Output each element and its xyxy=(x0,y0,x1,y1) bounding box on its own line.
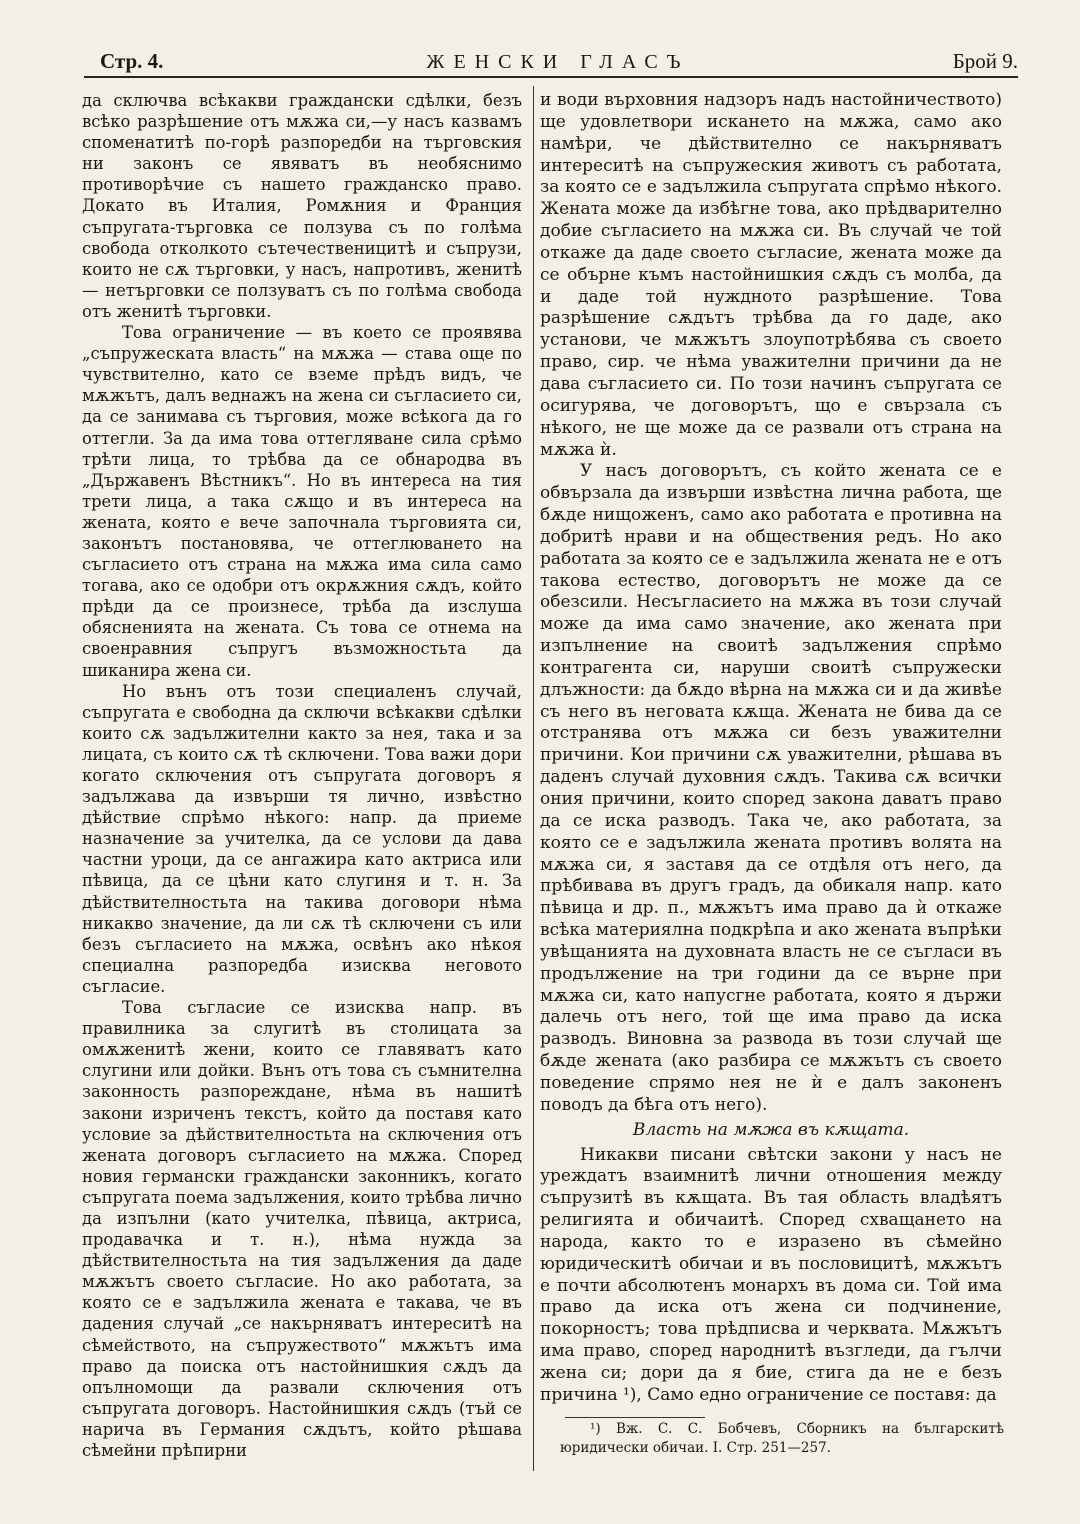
header-rule xyxy=(84,76,1018,78)
newspaper-title: ЖЕНСКИ ГЛАСЪ xyxy=(426,51,690,73)
left-paragraph-3: Но вънъ отъ този специаленъ случай, съпругата е свободна да сключи всѣкакви сдѣлки които сѫ задължителни както за нея, така и за лицата, съ които сѫ тѣ сключени. Това важи дори когато сключения отъ съпругата договоръ я задължава да извърши тя лично, извѣстно дѣйствие спрѣмо нѣкого: напр. да приеме назначение за учителка, да се услови да дава частни уроци, да се ангажира като актриса или пѣвица, да се цѣни като слугиня и т. н. За дѣйствителностьта на такива договори нѣма никакво значение, да ли сѫ тѣ сключени съ или безъ съгласието на мѫжа, освѣнъ ако нѣкоя специална разпоредба изисква неговото съгласие. xyxy=(82,681,522,996)
section-subheading: Власть на мѫжа въ кѫщата. xyxy=(632,1119,910,1140)
left-paragraph-1: да сключва всѣкакви граждански сдѣлки, безъ всѣко разрѣшение отъ мѫжа си,—у насъ казвамъ споменатитѣ по-горѣ разпоредби на търговския ни законъ се явяватъ въ необяснимо противорѣчие съ нашето гражданско право. Докато въ Италия, Ромѫния и Франция съпругата-търговка се ползува съ по голѣма свобода отколкото сътечественицитѣ и съпрузи, които не сѫ търговки, у насъ, напротивъ, женитѣ — нетърговки се ползуватъ съ по голѣма свобода отъ женитѣ търговки. xyxy=(82,91,522,321)
left-paragraph-2: Това ограничение — въ което се проявява „съпружеската власть“ на мѫжа — става още по чувствително, като се вземе прѣдъ видъ, че мѫжътъ, далъ веднажъ на жена си съгласието си, да се занимава съ търговия, може всѣкога да го оттегли. За да има това оттегляване сила срѣмо трѣти лица, то трѣбва да се обнародва въ „Държавенъ Вѣстникъ“. Но въ интереса на тия трети лица, а така сѫщо и въ интереса на жената, която е вече започнала търговията си, законътъ постановява, че оттеглюването на съгласието отъ страна на мѫжа има сила само тогава, ако се одобри отъ окрѫжния сѫдъ, който прѣди да се произнесе, трѣба да изслуша обясненията на жената. Съ това се отнема на своенравния съпругъ възможностьта да шиканира жена си. xyxy=(82,323,522,680)
left-paragraph-4: Това съгласие се изисква напр. въ правилника за слугитѣ въ столицата за омѫженитѣ жени, които се главяватъ като слугини или дойки. Вънъ отъ това съ съмнителна законность разпореждане, нѣма въ нашитѣ закони изриченъ текстъ, който да поставя като условие за дѣйствителностьта на сключения отъ жената договоръ съгласието на мѫжа. Според новия германски граждански законникъ, когато съпругата поема задължения, които трѣбва лично да изпълни (като учителка, пѣвица, актриса, продавачка и т. н.), нѣма нужда за дѣйствителностьта на тия задължения да даде мѫжътъ своето съгласие. Но ако работата, за която се е задължила жената е такава, че въ дадения случай „се накърняватъ интереситѣ на сѣмейството, на съпружеството“ мѫжътъ има право да поиска отъ настойнишкия сѫдъ да опълномощи да развали сключения отъ съпругата договоръ. Настойнишкия сѫдъ (тъй се нарича въ Германия сѫдътъ, който рѣшава сѣмейни прѣпирни xyxy=(82,998,523,1460)
footnote-text: ¹) Вж. С. С. Бобчевъ, Сборникъ на българскитѣ юридически обичаи. I. Стр. 251—257. xyxy=(560,1421,1004,1456)
page-header xyxy=(100,34,1018,74)
right-paragraph-1: и води върховния надзоръ надъ настойничеството) ще удовлетвори искането на мѫжа, само ако намѣри, че дѣйствително се накърняватъ интереситѣ на съпружеския животъ съ работата, за която се е задължила съпругата спрѣмо нѣкого. Жената може да избѣгне това, ако прѣдварително добие съгласието на мѫжа си. Въ случай че той откаже да даде своето съгласие, жената може да се обърне къмъ настойнишкия сѫдъ съ молба, да и даде той нуждното разрѣшение. Това разрѣшение сѫдътъ трѣбва да го даде, ако установи, че мѫжътъ злоупотрѣбява съ своето право, сир. че нѣма уважителни причини да не дава съгласието си. По този начинъ съпругата се осигурява, че договорътъ, що е свързала съ нѣкого, не ще може да се развали отъ страна на мѫжа ѝ. xyxy=(540,90,1002,460)
footnote-rule xyxy=(565,1417,705,1418)
right-paragraph-2: У насъ договорътъ, съ който жената се е обвързала да извърши извѣстна лична работа, ще бѫде нищоженъ, само ако работата е противна на добритѣ нрави и на обществения редъ. Но ако работата за която се е задължила жената не е отъ такова естество, договорътъ не може да се обезсили. Несъгласието на мѫжа въ този случай може да има само значение, ако жената при изпълнение на своитѣ задължения спрѣмо контрагента си, наруши своитѣ съпружески длъжности: да бѫдо вѣрна на мѫжа си и да живѣе съ него въ неговата кѫща. Жената не бива да се отстранява отъ мѫжа си безъ уважителни причини. Кои причини сѫ уважителни, рѣшава въ даденъ случай духовния сѫдъ. Такива сѫ всички ония причини, които според закона даватъ право да се иска разводъ. Така че, ако работата, за която се е задължила жената противъ волята на мѫжа си, я заставя да се отдѣля отъ него, да прѣбивава въ другъ градъ, да обикаля напр. като пѣвица и др. п., мѫжътъ има право да ѝ откаже всѣка материялна подкрѣпа и ако жената въпрѣки увѣщанията на духовната власть не се съгласи въ продължение на три години да се върне при мѫжа си, като напусгне работата, която я държи далечь отъ него, той ще има право да иска разводъ. Виновна за развода въ този случай ще бѫде жената (ако разбира се мѫжътъ съ своето поведение спрямо нея не ѝ е далъ законенъ поводъ да бѣга отъ него). xyxy=(540,461,1002,1115)
footnote xyxy=(560,1420,1004,1458)
left-column xyxy=(82,90,522,1461)
column-divider xyxy=(533,86,534,1471)
issue-number: Брой 9. xyxy=(952,49,1018,73)
right-column xyxy=(540,90,1002,1407)
page-number: Стр. 4. xyxy=(100,49,164,73)
right-paragraph-3: Никакви писани свѣтски закони у насъ не уреждатъ взаимнитѣ лични отношения между съпрузитѣ въ кѫщата. Въ тая область владѣятъ религията и обичаитѣ. Според схващането на народа, както то е изразено въ сѣмейно юридическитѣ обичаи и въ пословицитѣ, мѫжътъ е почти абсолютенъ монархъ въ дома си. Той има право да иска отъ жена си подчинение, покорностъ; това прѣдписва и черквата. Мѫжътъ има право, според народнитѣ възгледи, да гълчи жена си; дори да я бие, стига да не е безъ причина ¹), Само едно ограничение се поставя: да xyxy=(540,1144,1002,1405)
